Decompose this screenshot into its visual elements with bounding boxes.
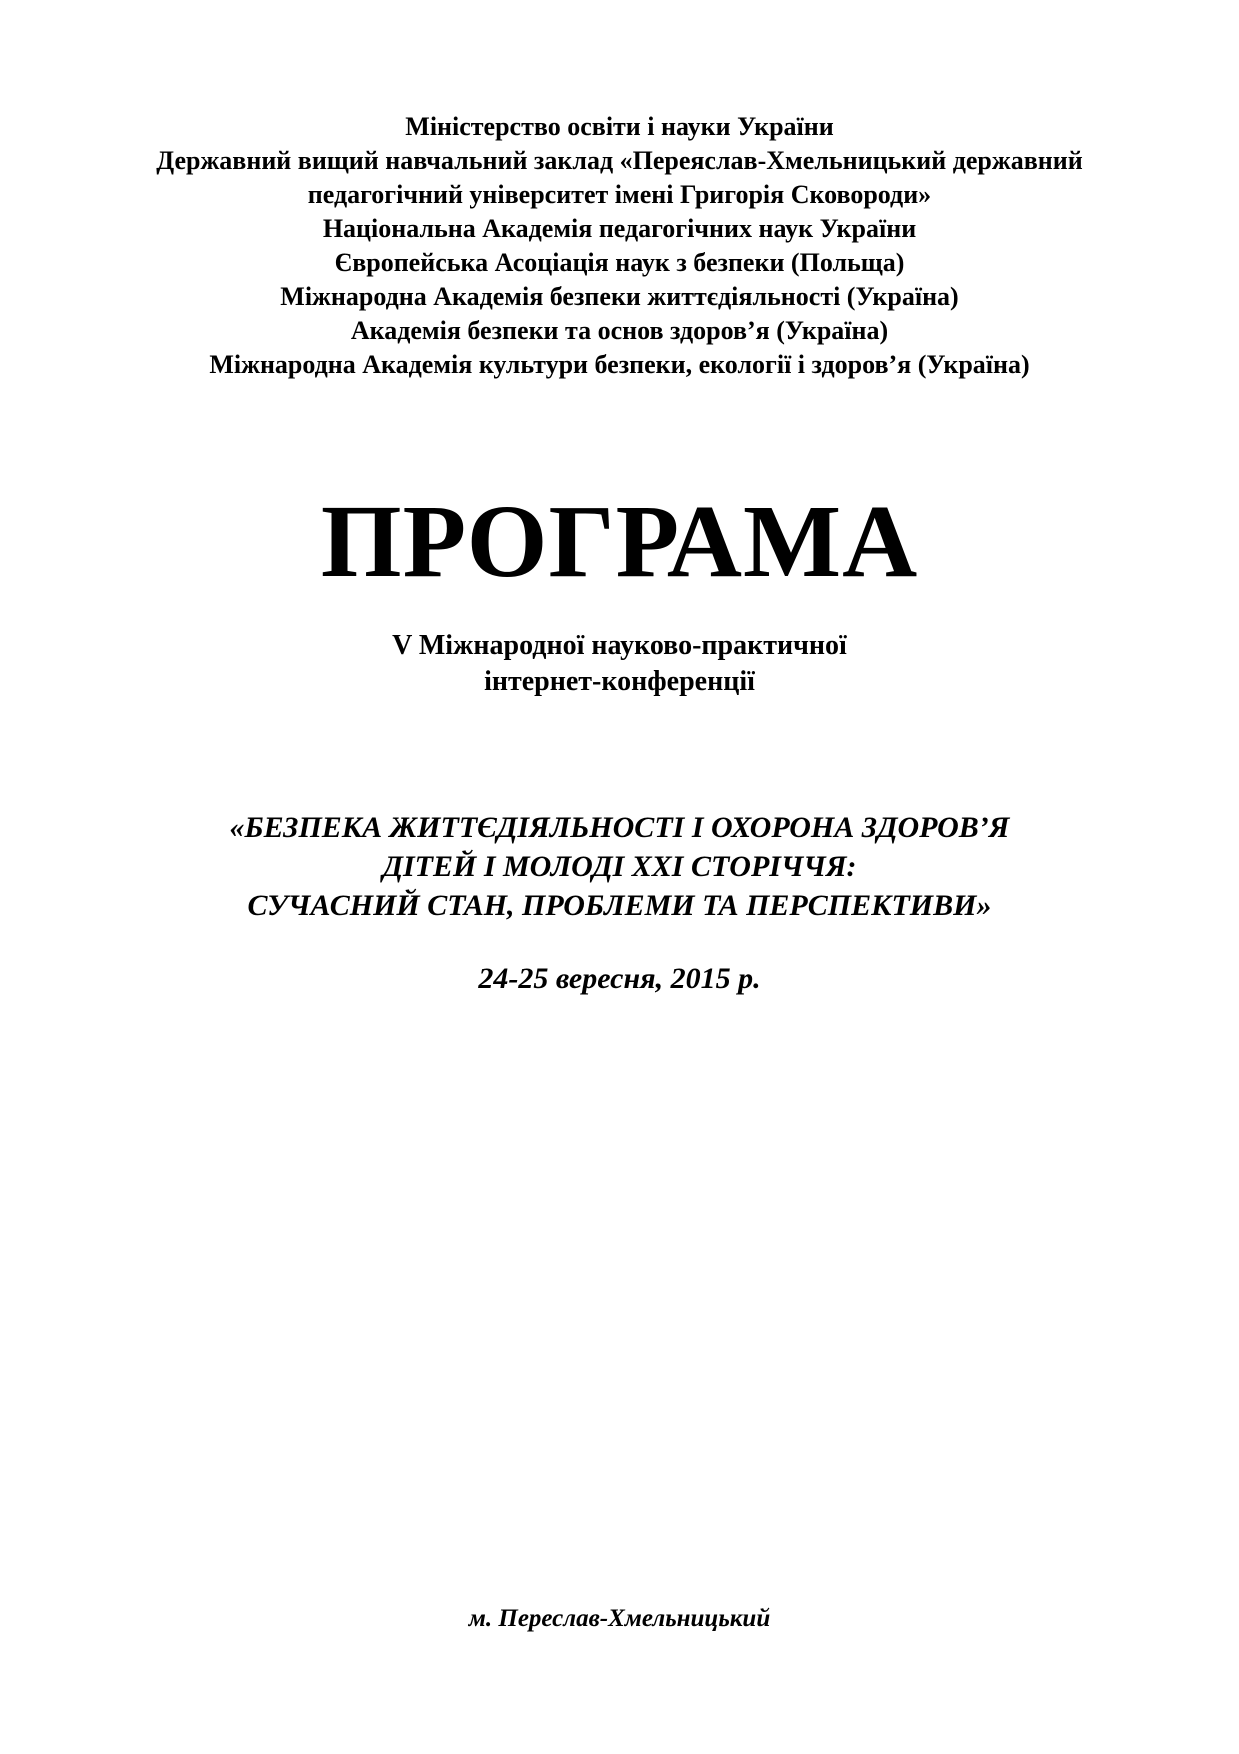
city-footer: м. Переслав-Хмельницький <box>468 1605 771 1632</box>
header-line-academy-pedagogy: Національна Академія педагогічних наук України <box>322 214 917 243</box>
header-line-european-association: Європейська Асоціація наук з безпеки (Польща) <box>334 248 905 277</box>
conference-name <box>0 808 1239 925</box>
document-title: ПРОГРАМА <box>320 484 919 599</box>
conference-name-line-2: ДІТЕЙ І МОЛОДІ XXI СТОРІЧЧЯ: <box>382 850 857 883</box>
subtitle-line-1: V Міжнародної науково-практичної <box>392 630 847 661</box>
header-line-academy-culture: Міжнародна Академія культури безпеки, екології і здоров’я (Україна) <box>209 350 1030 379</box>
organizers-header <box>0 110 1239 382</box>
subtitle-line-2: інтернет-конференції <box>484 666 755 697</box>
header-line-academy-health: Академія безпеки та основ здоров’я (Україна) <box>350 316 889 345</box>
header-line-ministry: Міністерство освіти і науки України <box>405 112 834 141</box>
header-line-academy-life-safety: Міжнародна Академія безпеки життєдіяльності (Україна) <box>280 282 959 311</box>
header-line-university-2: педагогічний університет імені Григорія Сковороди» <box>307 180 932 209</box>
conference-dates: 24-25 вересня, 2015 р. <box>478 962 761 995</box>
conference-name-line-3: СУЧАСНИЙ СТАН, ПРОБЛЕМИ ТА ПЕРСПЕКТИВИ» <box>247 889 992 922</box>
conference-subtitle <box>0 628 1239 700</box>
header-line-university-1: Державний вищий навчальний заклад «Переяслав-Хмельницький державний <box>156 146 1083 175</box>
conference-name-line-1: «БЕЗПЕКА ЖИТТЄДІЯЛЬНОСТІ І ОХОРОНА ЗДОРОВ’Я <box>229 811 1010 844</box>
